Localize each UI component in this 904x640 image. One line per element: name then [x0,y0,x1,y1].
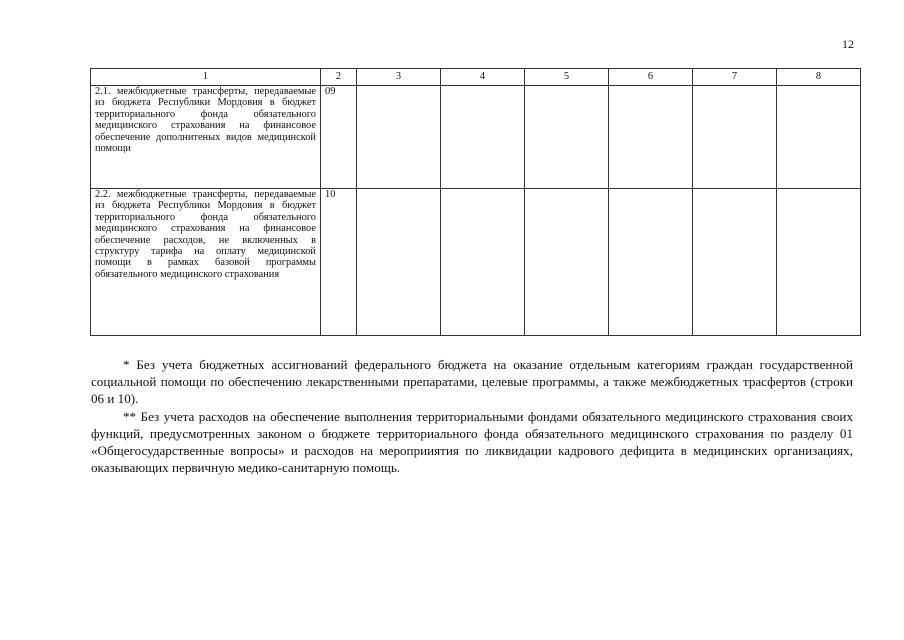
column-header-5: 5 [525,69,609,86]
table-cell [609,86,693,189]
page-number: 12 [842,37,854,51]
footnote-double-asterisk: ** Без учета расходов на обеспечение выполнения территориальными фондами обязательного медицинского страхования своих функций, предусмотренных законом о бюджете территориального фонда обязательного медицинского страхования по разделу 01 «Общегосударственные вопросы» и расходов на мероприиятия по ликвидации кадрового дефицита в медицинских организациях, оказывающих первичную медико-санитарную помощь. [91,408,853,476]
column-header-6: 6 [609,69,693,86]
table-cell [525,86,609,189]
column-header-3: 3 [357,69,441,86]
table-cell [693,189,777,336]
footnotes [91,356,853,476]
table-cell [693,86,777,189]
table-cell [525,189,609,336]
table-row [91,189,861,336]
row-code: 09 [321,86,357,189]
column-header-4: 4 [441,69,525,86]
row-label: 2.1. межбюджетные трансферты, передаваемые из бюджета Республики Мордовия в бюджет территориального фонда обязательного медицинского страхования на финансовое обеспечение дополнитеных видов медицинской помощи [91,86,321,189]
budget-table [90,68,861,336]
column-header-1: 1 [91,69,321,86]
table-cell [441,189,525,336]
table-cell [441,86,525,189]
table-header-row [91,69,861,86]
table-cell [609,189,693,336]
column-header-7: 7 [693,69,777,86]
table-cell [777,189,861,336]
footnote-single-asterisk: * Без учета бюджетных ассигнований федерального бюджета на оказание отдельным категориям граждан государственной социальной помощи по обеспечению лекарственными препаратами, целевые программы, а также межбюджетных трасфертов (строки 06 и 10). [91,357,853,407]
column-header-2: 2 [321,69,357,86]
table-cell [357,86,441,189]
row-code: 10 [321,189,357,336]
row-label: 2.2. межбюджетные трансферты, передаваемые из бюджета Республики Мордовия в бюджет территориального фонда обязательного медицинского страхования на финансовое обеспечение расходов, не включенных в структуру тарифа на оплату медицинской помощи в рамках базовой программы обязательного медицинского страхования [91,189,321,336]
table-row [91,86,861,189]
column-header-8: 8 [777,69,861,86]
table-cell [777,86,861,189]
table-cell [357,189,441,336]
